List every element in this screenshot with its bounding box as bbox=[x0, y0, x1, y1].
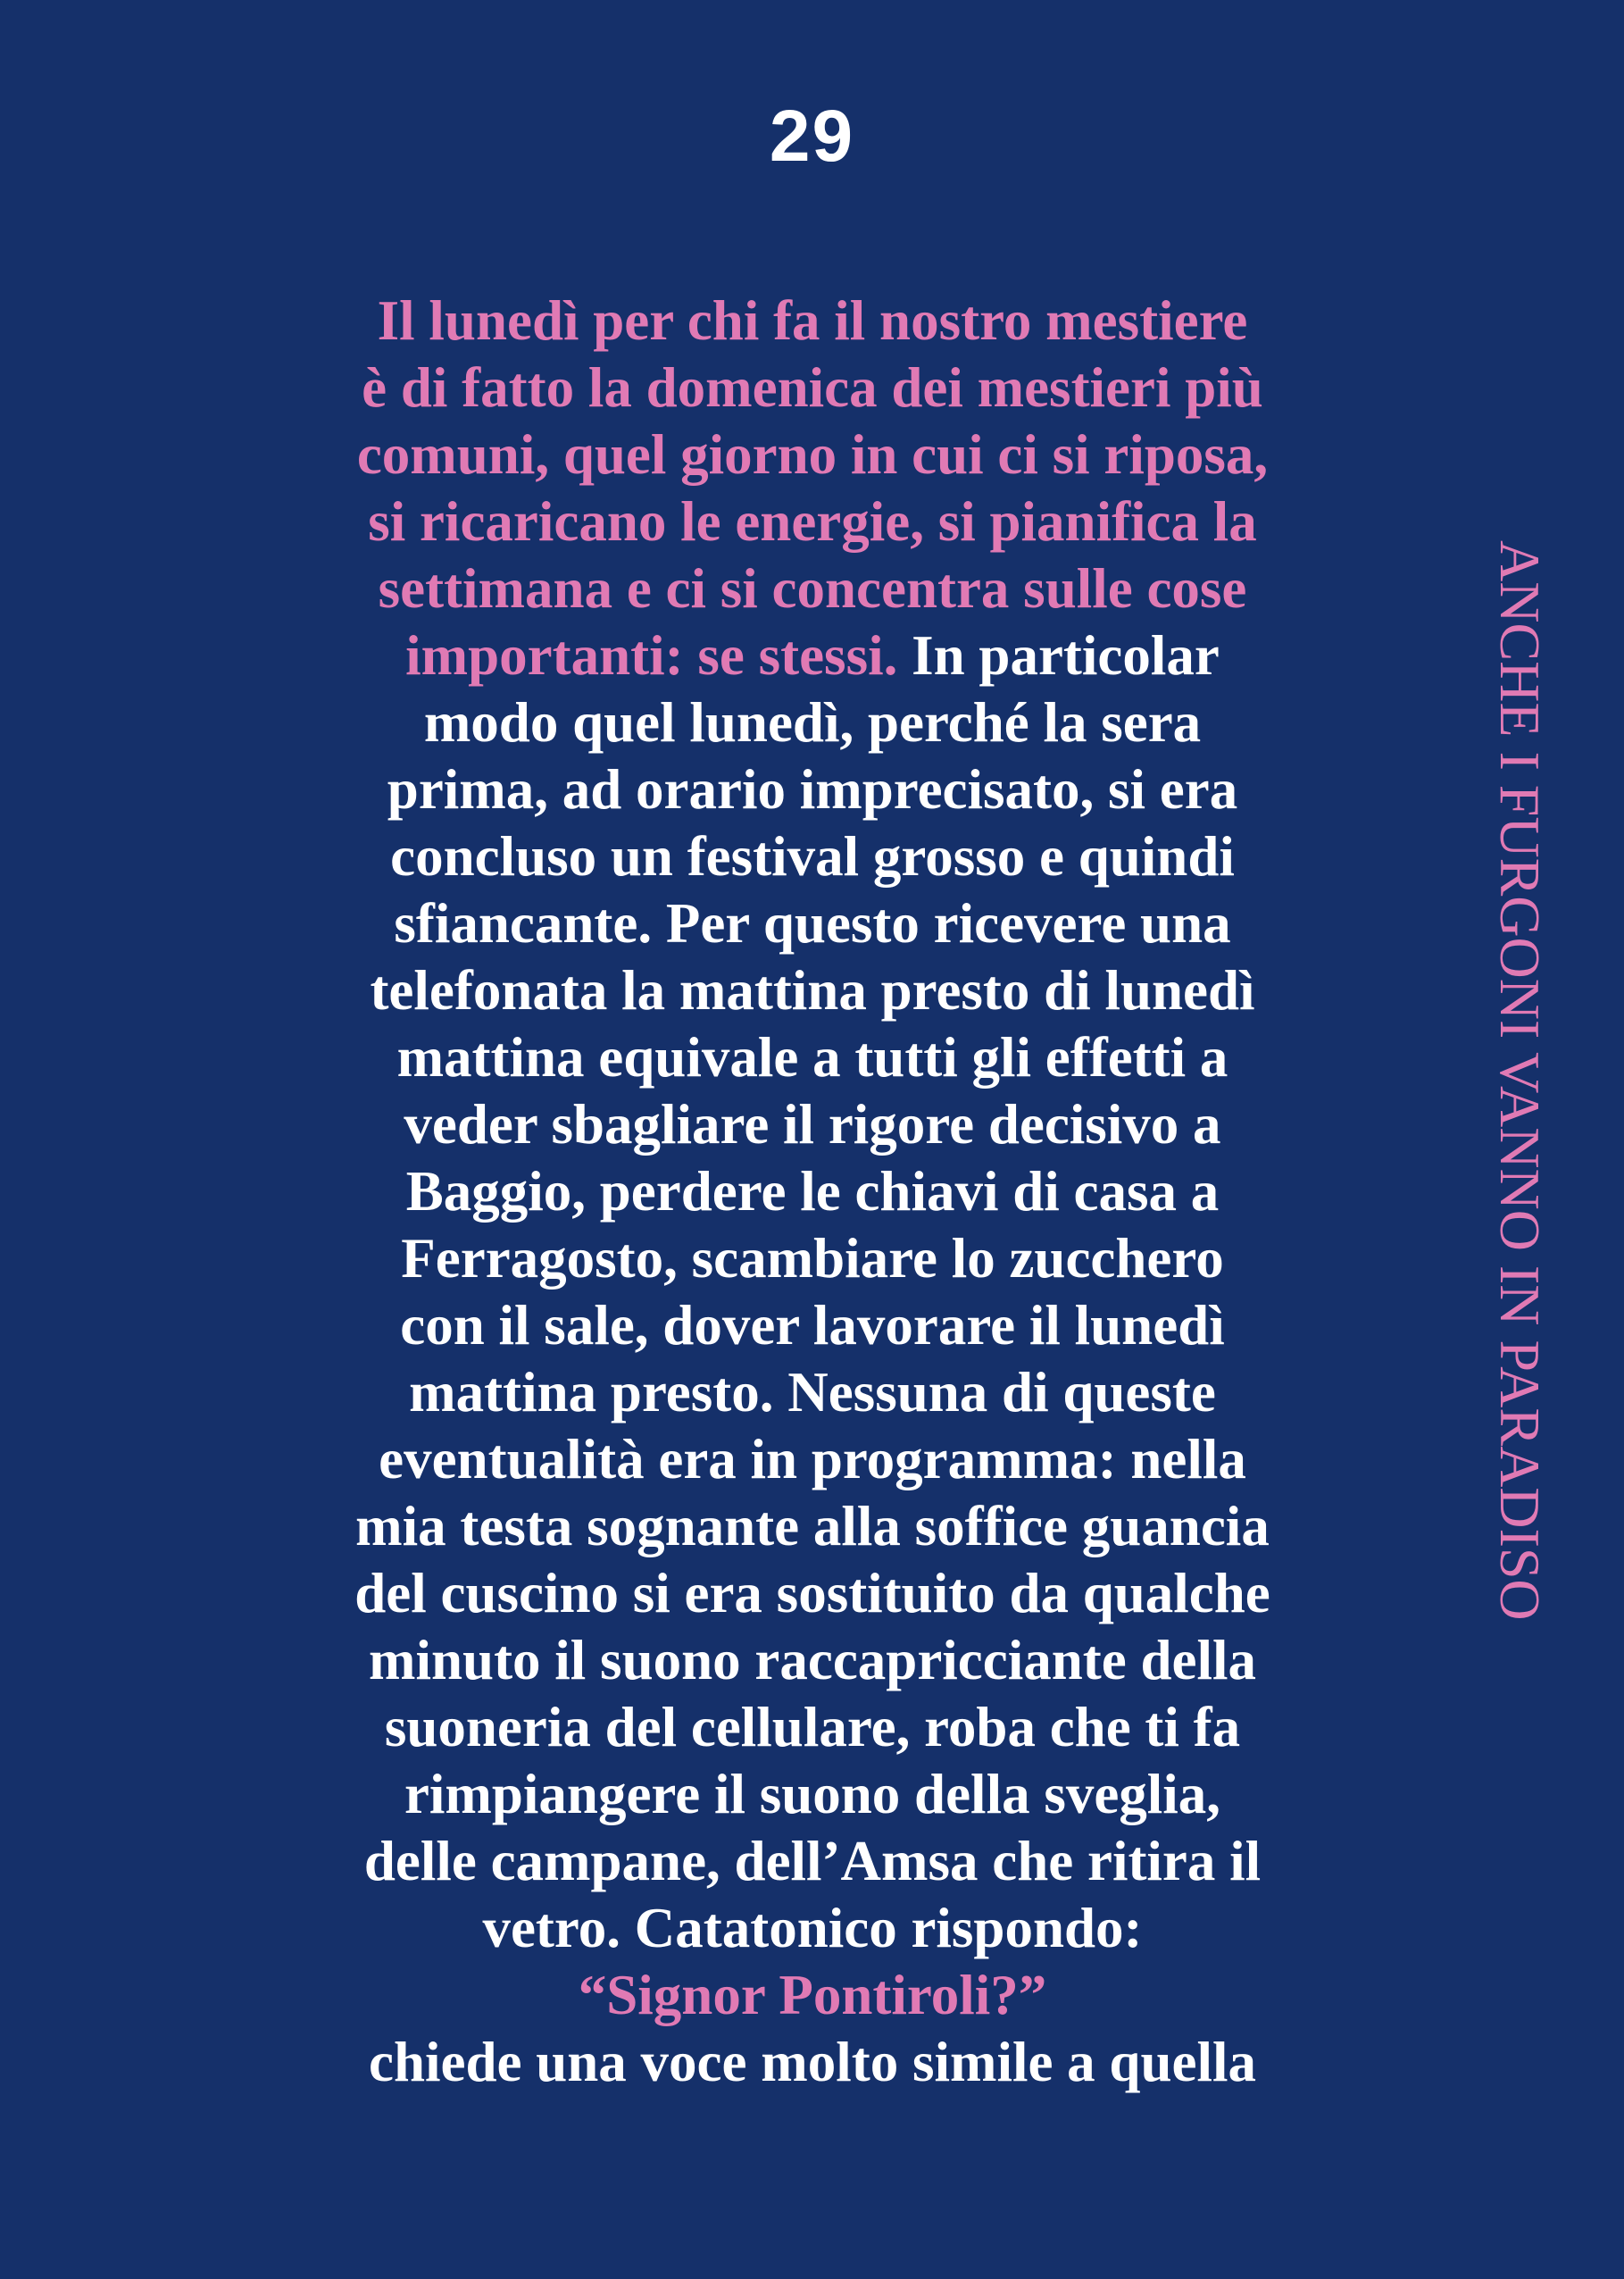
quote-line: “Signor Pontiroli?” bbox=[578, 1964, 1047, 2026]
text-line: si ricaricano le energie, si pianifica la bbox=[368, 490, 1257, 553]
text-line: è di fatto la domenica dei mestieri più bbox=[362, 356, 1263, 419]
text-line: Il lunedì per chi fa il nostro mestiere bbox=[377, 289, 1248, 352]
text-line: con il sale, dover lavorare il lunedì bbox=[400, 1294, 1225, 1357]
text-line: delle campane, dell’Amsa che ritira il bbox=[363, 1830, 1262, 1892]
text-line: Baggio, perdere le chiavi di casa a bbox=[405, 1160, 1220, 1223]
text-line bbox=[232, 622, 1393, 689]
text-line: telefonata la mattina presto di lunedì bbox=[370, 959, 1255, 1022]
text-line: comuni, quel giorno in cui ci si riposa, bbox=[356, 423, 1269, 486]
text-line: mia testa sognante alla soffice guancia bbox=[355, 1495, 1270, 1557]
text-line: rimpiangere il suono della sveglia, bbox=[404, 1763, 1221, 1825]
text-line: modo quel lunedì, perché la sera bbox=[423, 691, 1202, 754]
text-fragment: In particolar bbox=[897, 624, 1220, 687]
text-line: eventualità era in programma: nella bbox=[379, 1428, 1246, 1490]
running-title: ANCHE I FURGONI VANNO IN PARADISO bbox=[1488, 540, 1552, 1621]
text-line: mattina presto. Nessuna di queste bbox=[409, 1361, 1216, 1423]
text-line: veder sbagliare il rigore decisivo a bbox=[404, 1093, 1221, 1156]
text-line: minuto il suono raccapricciante della bbox=[369, 1629, 1256, 1691]
text-line: prima, ad orario imprecisato, si era bbox=[387, 758, 1238, 821]
text-line: suoneria del cellulare, roba che ti fa bbox=[384, 1696, 1241, 1758]
text-line: settimana e ci si concentra sulle cose bbox=[378, 557, 1247, 620]
highlight-text: importanti: se stessi. bbox=[405, 624, 898, 687]
text-line: sfiancante. Per questo ricevere una bbox=[394, 892, 1231, 955]
text-line: Ferragosto, scambiare lo zucchero bbox=[401, 1227, 1224, 1290]
body-text bbox=[232, 288, 1393, 2096]
page-number: 29 bbox=[769, 96, 855, 177]
text-line: chiede una voce molto simile a quella bbox=[369, 2031, 1256, 2093]
text-line: concluso un festival grosso e quindi bbox=[390, 825, 1235, 888]
text-line: del cuscino si era sostituito da qualche bbox=[354, 1562, 1270, 1624]
text-line: vetro. Catatonico rispondo: bbox=[482, 1897, 1143, 1959]
text-line: mattina equivale a tutti gli effetti a bbox=[396, 1026, 1228, 1089]
